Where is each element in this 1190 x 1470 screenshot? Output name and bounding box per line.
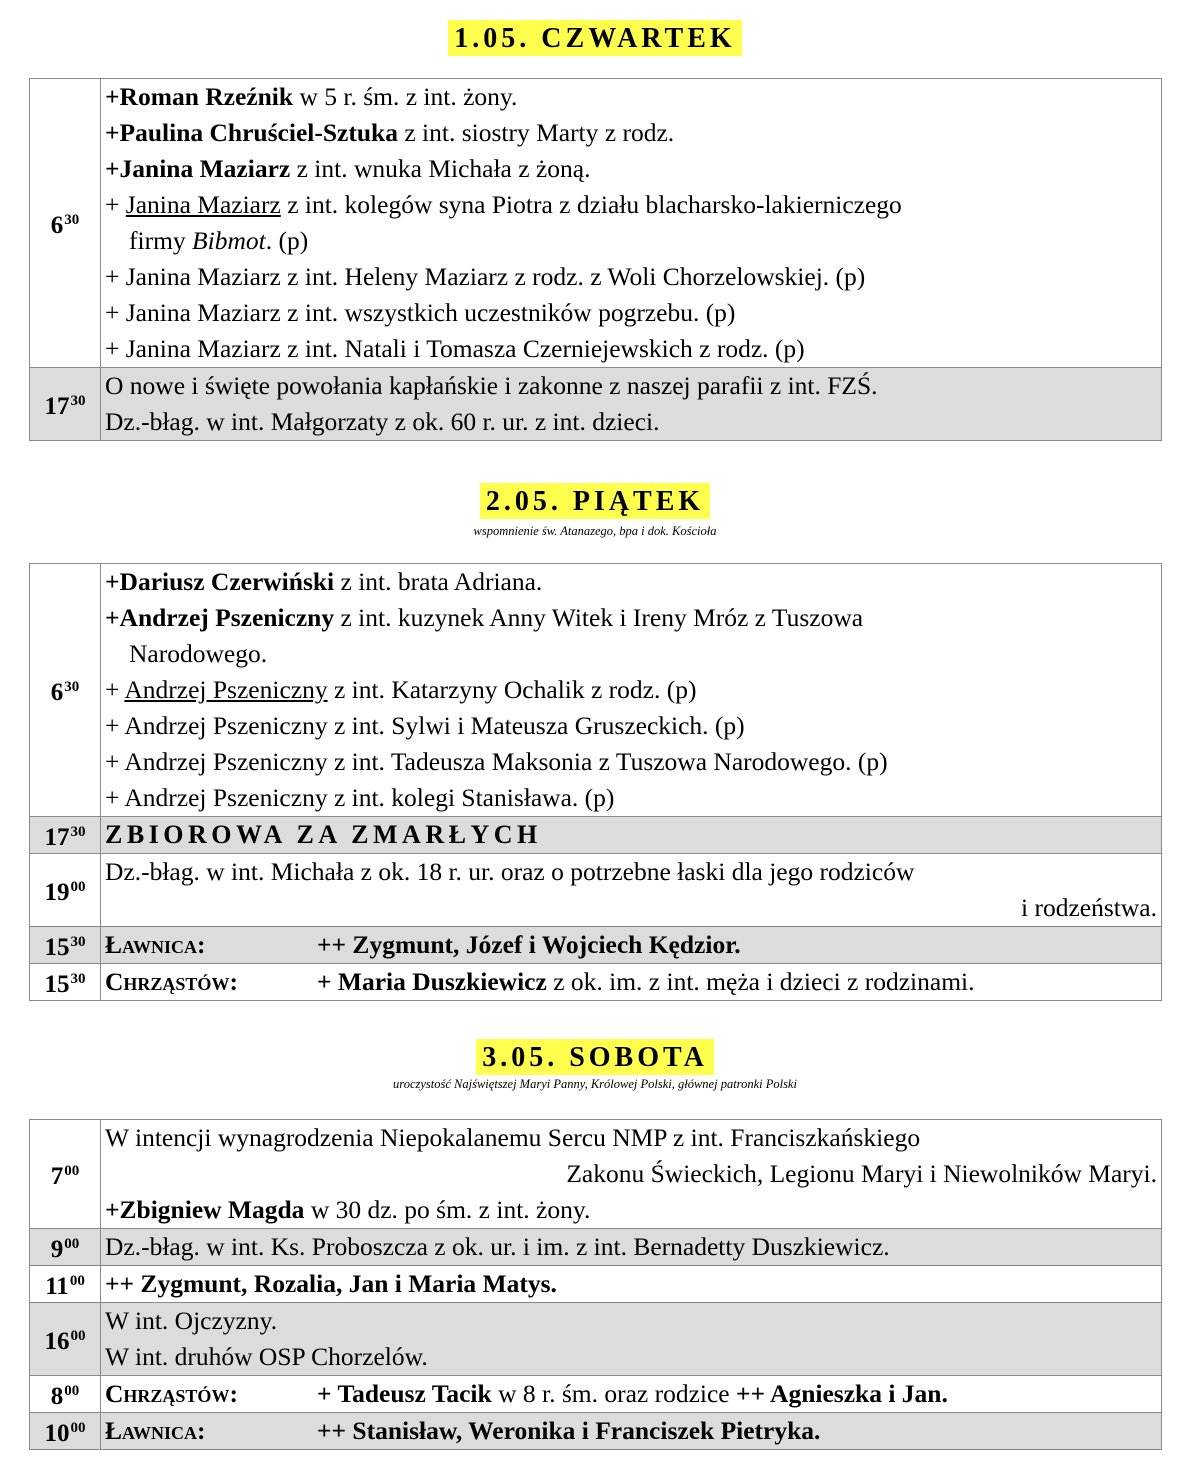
- mass-time: $11^{00}$: [30, 1266, 101, 1303]
- mass-row: [30, 1413, 1162, 1450]
- intention-line: +Janina Maziarz z int. wnuka Michała z żoną.: [105, 154, 591, 183]
- mass-row: [30, 817, 1162, 854]
- mass-time: $6^{30}$: [30, 79, 101, 368]
- mass-intentions: [101, 1303, 1162, 1376]
- place-label: Chrząstów:: [105, 967, 238, 996]
- day-subtitle: uroczystość Najświętszej Maryi Panny, Królowej Polski, głównej patronki Polski: [393, 1077, 797, 1091]
- mass-row: [30, 368, 1162, 441]
- mass-intentions: [101, 79, 1162, 368]
- intention-line: W int. Ojczyzny.: [105, 1306, 278, 1335]
- mass-time: $9^{00}$: [30, 1229, 101, 1266]
- mass-row: [30, 1120, 1162, 1229]
- day-title-2: [0, 483, 1190, 519]
- mass-time: $17^{30}$: [30, 817, 101, 854]
- mass-time: $8^{00}$: [30, 1376, 101, 1413]
- mass-intentions: [101, 964, 1162, 1001]
- mass-row: [30, 564, 1162, 817]
- mass-time: $10^{00}$: [30, 1413, 101, 1450]
- mass-row: [30, 964, 1162, 1001]
- intention-continuation: Zakonu Świeckich, Legionu Maryi i Niewolników Maryi.: [566, 1159, 1157, 1188]
- day-title-text: 1.05. CZWARTEK: [448, 20, 741, 56]
- intention-line: + Janina Maziarz z int. Heleny Maziarz z rodz. z Woli Chorzelowskiej. (p): [105, 262, 866, 291]
- intention-line: + Janina Maziarz z int. wszystkich uczestników pogrzebu. (p): [105, 298, 736, 327]
- intention-continuation: i rodzeństwa.: [1021, 893, 1157, 922]
- mass-row: [30, 1376, 1162, 1413]
- mass-row: [30, 1229, 1162, 1266]
- intention-line: ++ Zygmunt, Rozalia, Jan i Maria Matys.: [105, 1269, 557, 1298]
- day-title-text: 3.05. SOBOTA: [476, 1039, 714, 1075]
- intention-line: W intencji wynagrodzenia Niepokalanemu Sercu NMP z int. Franciszkańskiego: [105, 1123, 921, 1152]
- intention-line: Chrząstów: + Maria Duszkiewicz z ok. im. z int. męża i dzieci z rodzinami.: [105, 964, 1157, 1000]
- mass-intentions: [101, 1229, 1162, 1266]
- intention-line: +Roman Rzeźnik w 5 r. śm. z int. żony.: [105, 82, 518, 111]
- day-title-3: [0, 1039, 1190, 1075]
- mass-time: $7^{00}$: [30, 1120, 101, 1229]
- intention-line: +Zbigniew Magda w 30 dz. po śm. z int. żony.: [105, 1195, 591, 1224]
- mass-intentions: [101, 817, 1162, 854]
- mass-table-day-1: [29, 78, 1162, 441]
- intention-line: Ławnica: ++ Zygmunt, Józef i Wojciech Kędzior.: [105, 927, 1157, 963]
- intention-continuation: firmy Bibmot. (p): [129, 226, 309, 255]
- mass-row: [30, 1266, 1162, 1303]
- place-label: Chrząstów:: [105, 1379, 238, 1408]
- intention-line: + Andrzej Pszeniczny z int. Tadeusza Maksonia z Tuszowa Narodowego. (p): [105, 747, 888, 776]
- mass-intentions: [101, 1413, 1162, 1450]
- mass-table-day-3: [29, 1119, 1162, 1450]
- intention-line: + Janina Maziarz z int. Natali i Tomasza Czerniejewskich z rodz. (p): [105, 334, 805, 363]
- intention-line: Dz.-błag. w int. Michała z ok. 18 r. ur. oraz o potrzebne łaski dla jego rodziców: [105, 857, 915, 886]
- day-subtitle: wspomnienie św. Atanazego, bpa i dok. Kościoła: [473, 524, 717, 538]
- mass-time: $15^{30}$: [30, 964, 101, 1001]
- mass-intentions: [101, 1266, 1162, 1303]
- collective-mass-label: ZBIOROWA ZA ZMARŁYCH: [105, 820, 542, 849]
- intention-line: + Andrzej Pszeniczny z int. Sylwi i Mateusza Gruszeckich. (p): [105, 711, 745, 740]
- mass-intentions: [101, 368, 1162, 441]
- intention-line: +Dariusz Czerwiński z int. brata Adriana.: [105, 567, 543, 596]
- intention-continuation: Narodowego.: [129, 639, 268, 668]
- intention-line: +Paulina Chruściel-Sztuka z int. siostry Marty z rodz.: [105, 118, 675, 147]
- mass-table-day-2: [29, 563, 1162, 1001]
- mass-intentions: [101, 927, 1162, 964]
- mass-row: [30, 79, 1162, 368]
- mass-row: [30, 854, 1162, 927]
- intention-line: + Andrzej Pszeniczny z int. Katarzyny Ochalik z rodz. (p): [105, 675, 697, 704]
- intention-line: W int. druhów OSP Chorzelów.: [105, 1342, 428, 1371]
- intention-line: + Janina Maziarz z int. kolegów syna Piotra z działu blacharsko-lakierniczego: [105, 190, 902, 219]
- place-label: Ławnica:: [105, 1416, 206, 1445]
- mass-row: [30, 1303, 1162, 1376]
- intention-line: Dz.-błag. w int. Małgorzaty z ok. 60 r. ur. z int. dzieci.: [105, 407, 660, 436]
- mass-intentions: [101, 854, 1162, 927]
- intention-line: Chrząstów: + Tadeusz Tacik w 8 r. śm. oraz rodzice ++ Agnieszka i Jan.: [105, 1376, 1157, 1412]
- mass-time: $6^{30}$: [30, 564, 101, 817]
- intention-line: +Andrzej Pszeniczny z int. kuzynek Anny Witek i Ireny Mróz z Tuszowa: [105, 603, 864, 632]
- day-title-1: [0, 20, 1190, 56]
- mass-time: $19^{00}$: [30, 854, 101, 927]
- mass-time: $17^{30}$: [30, 368, 101, 441]
- mass-time: $15^{30}$: [30, 927, 101, 964]
- place-label: Ławnica:: [105, 930, 206, 959]
- mass-time: $16^{00}$: [30, 1303, 101, 1376]
- mass-intentions: [101, 564, 1162, 817]
- intention-line: O nowe i święte powołania kapłańskie i zakonne z naszej parafii z int. FZŚ.: [105, 371, 878, 400]
- intention-line: Dz.-błag. w int. Ks. Proboszcza z ok. ur. i im. z int. Bernadetty Duszkiewicz.: [105, 1232, 890, 1261]
- intention-line: + Andrzej Pszeniczny z int. kolegi Stanisława. (p): [105, 783, 615, 812]
- intention-line: Ławnica: ++ Stanisław, Weronika i Franciszek Pietryka.: [105, 1413, 1157, 1449]
- mass-row: [30, 927, 1162, 964]
- day-title-text: 2.05. PIĄTEK: [480, 483, 710, 519]
- mass-intentions: [101, 1376, 1162, 1413]
- mass-intentions: [101, 1120, 1162, 1229]
